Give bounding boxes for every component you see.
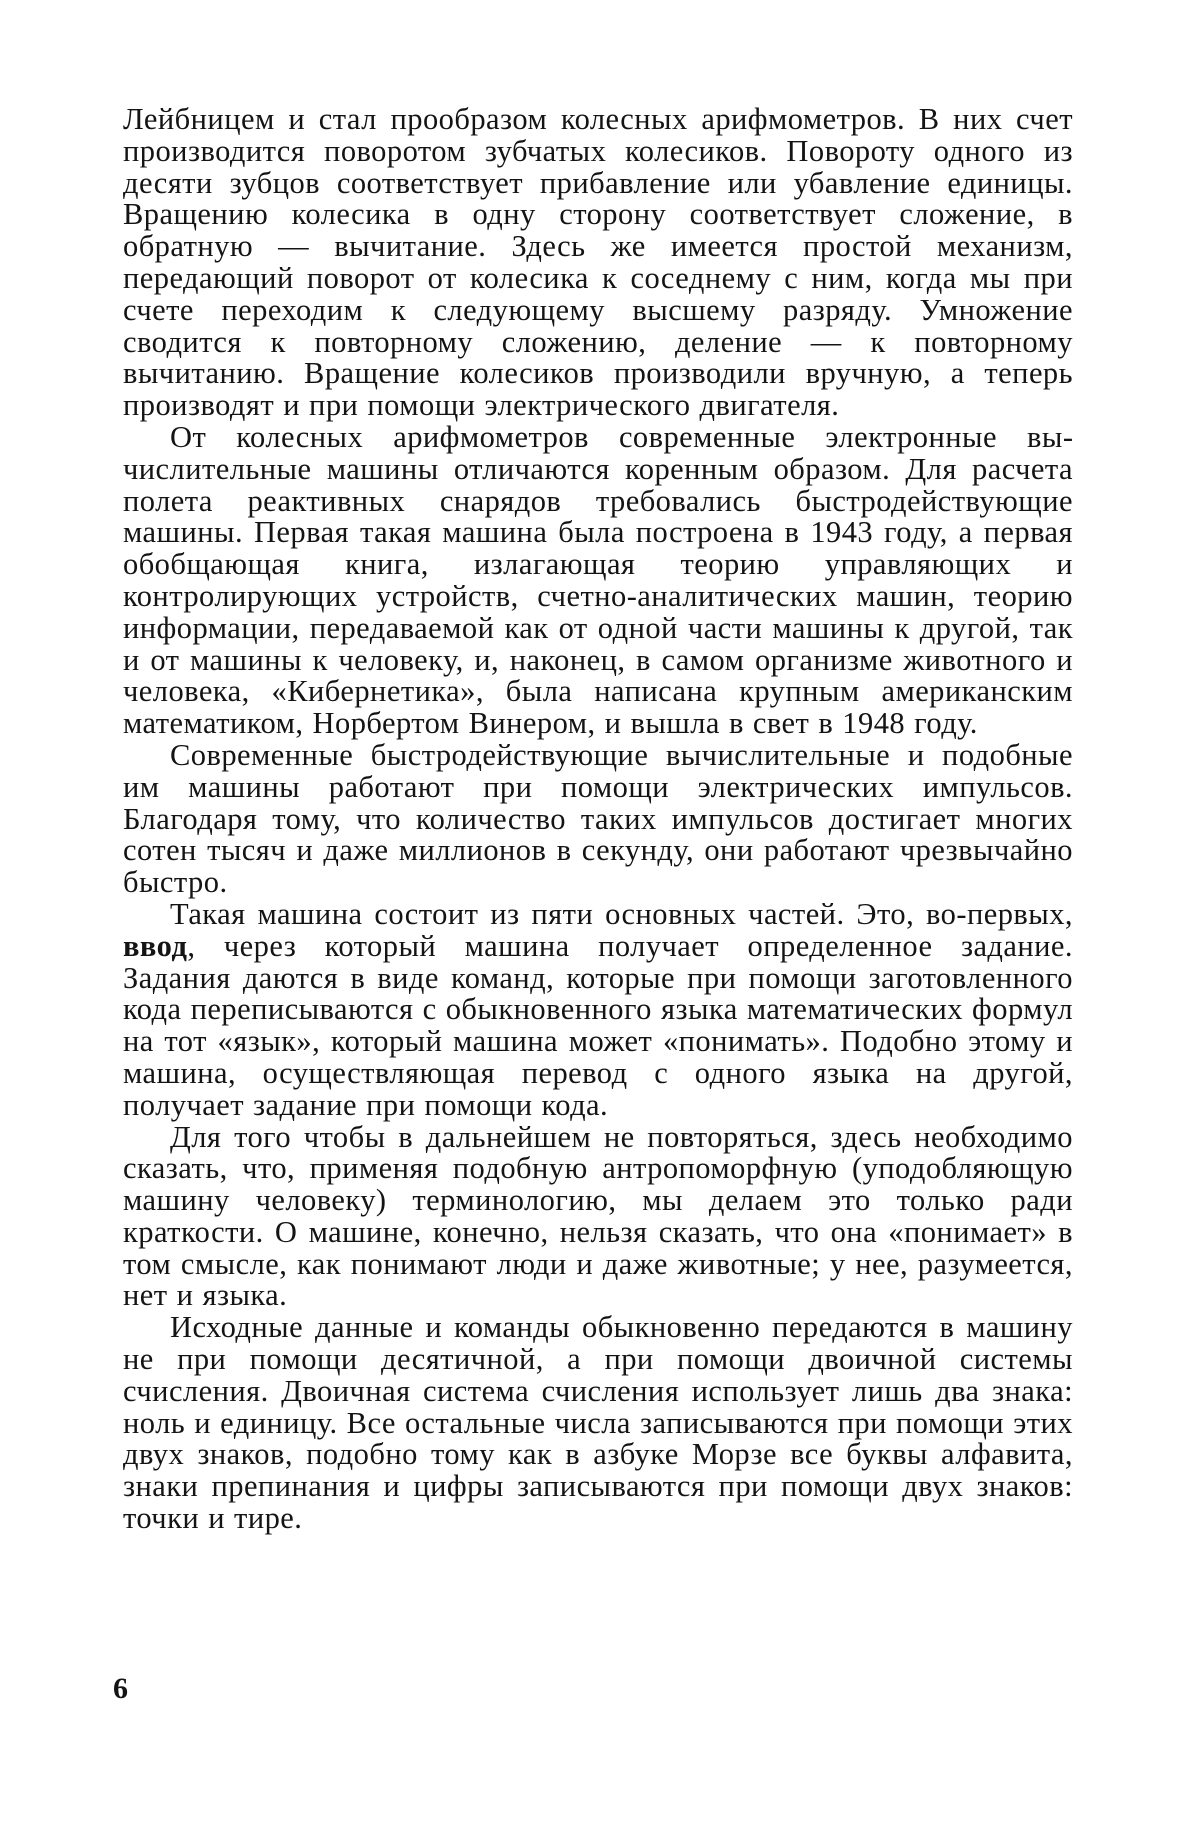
paragraph-4-bold-term: ввод [123, 929, 187, 963]
paragraph-6: Исходные данные и команды обыкновенно передаются в машину не при помощи десятичной, а при помощи двоичной системы счисления. Двоичная система счисления использует лишь два знака: ноль и единицу. Все остальные числа запи­сываются при помощи этих двух знаков, подобно тому как в азбуке Морзе все буквы алфавита, знаки препинания и цифры записываются при помощи двух знаков: точки и тире. [123, 1312, 1073, 1535]
paragraph-4-text-before: Такая машина состоит из пяти основных частей. Это, во-первых, [170, 897, 1073, 931]
paragraph-4-text-after: , через который машина получает определенное задание. Задания даются в виде команд, которые при помощи заготовленного кода переписываются с обыкновенного языка математических формул на тот «язык», который машина может «понимать». Подобно этому и машина, осуществляющая пере­вод с одного языка на другой, получает задание при помощи кода. [123, 929, 1073, 1122]
paragraph-4 [123, 899, 1073, 1122]
page-number: 6 [113, 1672, 128, 1706]
page-body [123, 104, 1073, 1535]
paragraph-2: От колесных арифмометров современные электронные вы­числительные машины отличаются коренным образом. Для расчета полета реактивных снарядов требовались быстродей­ствующие машины. Первая такая машина была построена в 1943 году, а первая обобщающая книга, излагающая теорию управляющих и контролирующих устройств, счетно-аналитиче­ских машин, теорию информации, передаваемой как от одной части машины к другой, так и от машины к человеку, и, на­конец, в самом организме животного и человека, «Кибернети­ка», была написана крупным американским математиком, Нор­бертом Винером, и вышла в свет в 1948 году. [123, 422, 1073, 740]
paragraph-5: Для того чтобы в дальнейшем не повторяться, здесь необхо­димо сказать, что, применяя подобную антропоморфную (упо­добляющую машину человеку) терминологию, мы делаем это только ради краткости. О машине, конечно, нельзя сказать, что она «понимает» в том смысле, как понимают люди и даже жи­вотные; у нее, разумеется, нет и языка. [123, 1122, 1073, 1313]
paragraph-3: Современные быстродействующие вычислительные и подоб­ные им машины работают при помощи электрических импуль­сов. Благодаря тому, что количество таких импульсов дости­гает многих сотен тысяч и даже миллионов в секунду, они ра­ботают чрезвычайно быстро. [123, 740, 1073, 899]
paragraph-1: Лейбницем и стал прообразом колесных арифмометров. В них счет производится поворотом зубчатых колесиков. Повороту одного из десяти зубцов соответствует прибавление или убав­ление единицы. Вращению колесика в одну сторону соответ­ствует сложение, в обратную — вычитание. Здесь же имеется простой механизм, передающий поворот от колесика к сосед­нему с ним, когда мы при счете переходим к следующему выс­шему разряду. Умножение сводится к повторному сложению, деление — к повторному вычитанию. Вращение колесиков про­изводили вручную, а теперь производят и при помощи электри­ческого двигателя. [123, 104, 1073, 422]
